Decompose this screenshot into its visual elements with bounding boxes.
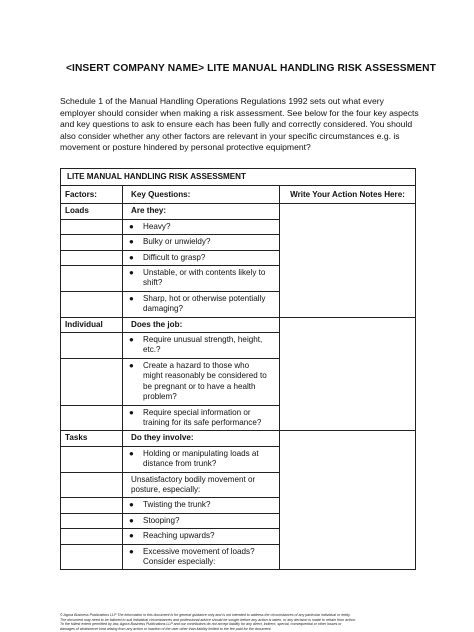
table-caption: LITE MANUAL HANDLING RISK ASSESSMENT (61, 169, 416, 186)
question-lead-individual: Does the job: (123, 317, 280, 332)
bullet-icon: ● (129, 500, 134, 510)
list-item: ● Unstable, or with contents likely to shift? (123, 266, 280, 292)
list-item: ● Require special information or training for its safe performance? (123, 405, 280, 431)
notes-cell-individual[interactable] (280, 317, 416, 431)
bullet-icon: ● (129, 252, 134, 262)
bullet-icon: ● (129, 515, 134, 525)
risk-assessment-table (60, 168, 416, 570)
list-item: ● Heavy? (123, 219, 280, 234)
bullet-icon: ● (129, 360, 134, 370)
bullet-icon: ● (129, 237, 134, 247)
list-item: ● Stooping? (123, 513, 280, 528)
question-sub-posture: Unsatisfactory bodily movement or posture, especially: (123, 472, 280, 498)
list-item: ● Holding or manipulating loads at distance from trunk? (123, 446, 280, 472)
bullet-icon: ● (129, 531, 134, 541)
bullet-icon: ● (129, 407, 134, 417)
list-item: ● Excessive movement of loads? Consider especially: (123, 544, 280, 570)
footer-disclaimer (60, 613, 420, 631)
list-item: ● Twisting the trunk? (123, 498, 280, 513)
list-item: ● Create a hazard to those who might reasonably be considered to be pregnant or to have a health problem? (123, 358, 280, 405)
list-item: ● Sharp, hot or otherwise potentially damaging? (123, 291, 280, 317)
factor-loads: Loads (61, 204, 123, 219)
bullet-icon: ● (129, 546, 134, 556)
question-lead-loads: Are they: (123, 204, 280, 219)
bullet-icon: ● (129, 221, 134, 231)
footer-line: damages of whatsoever kind arising from any action or inaction of the user other than liability limited to the fee paid for the document. (60, 626, 272, 631)
footer-line: The document may need to be tailored to suit individual circumstances and professional advice should be sought before any action is taken, or any decision is made to refrain from action. (60, 617, 356, 622)
factor-tasks: Tasks (61, 431, 123, 446)
footer-line: © Agora Business Publications LLP The information in this document is for general guidance only and is not intended to address the circumstances of any particular individual or entity. (60, 613, 351, 617)
bullet-icon: ● (129, 268, 134, 278)
list-item: ● Bulky or unwieldy? (123, 235, 280, 250)
intro-paragraph: Schedule 1 of the Manual Handling Operations Regulations 1992 sets out what every employer should consider when making a risk assessment. See below for the four key aspects and key questions to ask to ensure each has been fully and correctly considered. You should also consider whether any other factors are relevant in your specific circumstances e.g. is movement or posture hindered by personal protective equipment? (60, 96, 419, 153)
footer-line: To the fullest extent permitted by law, Agora Business Publications LLP and our contributors do not accept liability for any direct, indirect, special, consequential or other losses or (60, 622, 342, 627)
factor-individual: Individual (61, 317, 123, 332)
bullet-icon: ● (129, 293, 134, 303)
notes-cell-loads[interactable] (280, 204, 416, 317)
question-lead-tasks: Do they involve: (123, 431, 280, 446)
column-header-factors: Factors: (61, 186, 123, 204)
notes-cell-tasks[interactable] (280, 431, 416, 570)
document-title: <INSERT COMPANY NAME> LITE MANUAL HANDLING RISK ASSESSMENT (66, 63, 436, 74)
column-header-notes: Write Your Action Notes Here: (280, 186, 416, 204)
list-item: ● Reaching upwards? (123, 529, 280, 544)
column-header-questions: Key Questions: (123, 186, 280, 204)
bullet-icon: ● (129, 335, 134, 345)
bullet-icon: ● (129, 448, 134, 458)
list-item: ● Difficult to grasp? (123, 250, 280, 265)
list-item: ● Require unusual strength, height, etc.? (123, 333, 280, 359)
